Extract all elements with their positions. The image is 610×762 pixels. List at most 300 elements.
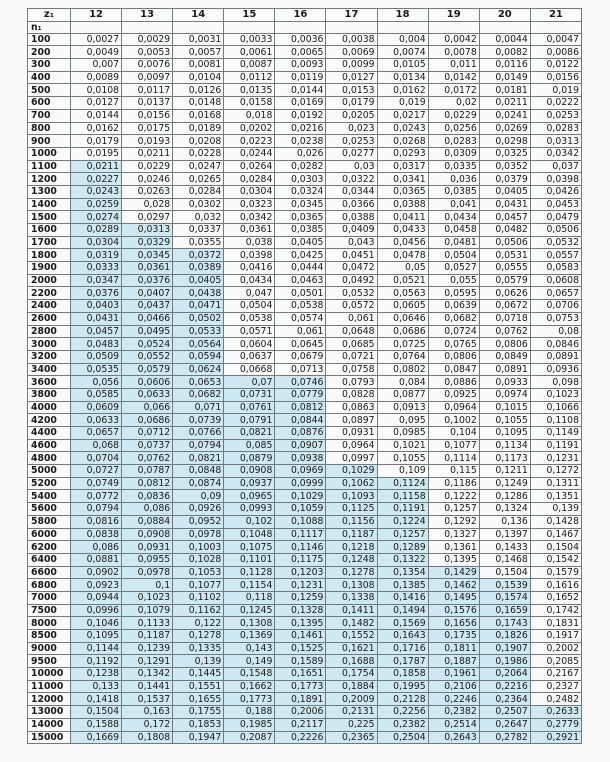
table-cell: 0,1338 bbox=[326, 591, 377, 604]
table-cell: 0,047 bbox=[224, 287, 275, 300]
table-cell: 0,0458 bbox=[428, 224, 479, 237]
table-cell: 0,0324 bbox=[275, 185, 326, 198]
row-label: 10000 bbox=[28, 668, 71, 681]
table-cell: 0,1643 bbox=[377, 630, 428, 643]
table-cell: 0,0504 bbox=[224, 300, 275, 313]
table-cell: 0,0347 bbox=[71, 274, 122, 287]
table-cell: 0,133 bbox=[71, 680, 122, 693]
table-cell: 0,1075 bbox=[224, 541, 275, 554]
table-row bbox=[28, 591, 582, 604]
table-cell: 0,0265 bbox=[173, 173, 224, 186]
table-cell: 0,028 bbox=[122, 198, 173, 211]
table-cell: 0,0762 bbox=[479, 325, 530, 338]
table-cell: 0,0758 bbox=[326, 363, 377, 376]
table-cell: 0,1144 bbox=[71, 642, 122, 655]
table-cell: 0,0731 bbox=[224, 388, 275, 401]
row-label: 2800 bbox=[28, 325, 71, 338]
table-cell: 0,0069 bbox=[326, 46, 377, 59]
table-cell: 0,0407 bbox=[122, 287, 173, 300]
table-cell: 0,0385 bbox=[275, 224, 326, 237]
table-cell: 0,0274 bbox=[71, 211, 122, 224]
table-row bbox=[28, 731, 582, 744]
header-spacer-cell bbox=[326, 21, 377, 33]
table-cell: 0,0881 bbox=[71, 553, 122, 566]
table-cell: 0,1191 bbox=[530, 439, 581, 452]
table-row bbox=[28, 274, 582, 287]
row-label: 2200 bbox=[28, 287, 71, 300]
header-row bbox=[28, 9, 582, 22]
table-cell: 0,1742 bbox=[530, 604, 581, 617]
table-cell: 0,1907 bbox=[479, 642, 530, 655]
table-cell: 0,1218 bbox=[326, 541, 377, 554]
table-cell: 0,0405 bbox=[275, 236, 326, 249]
table-cell: 0,0902 bbox=[71, 566, 122, 579]
table-cell: 0,0762 bbox=[122, 452, 173, 465]
table-row bbox=[28, 249, 582, 262]
row-label: 2400 bbox=[28, 300, 71, 313]
table-cell: 0,1077 bbox=[428, 439, 479, 452]
column-header: 18 bbox=[377, 9, 428, 22]
table-row bbox=[28, 388, 582, 401]
table-cell: 0,0355 bbox=[173, 236, 224, 249]
table-cell: 0,0923 bbox=[71, 579, 122, 592]
header-spacer-cell bbox=[479, 21, 530, 33]
row-label: 5200 bbox=[28, 477, 71, 490]
table-cell: 0,1095 bbox=[71, 630, 122, 643]
table-row bbox=[28, 655, 582, 668]
row-label: 300 bbox=[28, 59, 71, 72]
table-cell: 0,1468 bbox=[479, 553, 530, 566]
table-cell: 0,0504 bbox=[428, 249, 479, 262]
table-cell: 0,0156 bbox=[122, 109, 173, 122]
table-cell: 0,0585 bbox=[71, 388, 122, 401]
table-cell: 0,0229 bbox=[122, 160, 173, 173]
table-cell: 0,1128 bbox=[224, 566, 275, 579]
row-label: 6800 bbox=[28, 579, 71, 592]
row-label: 4800 bbox=[28, 452, 71, 465]
table-cell: 0,0361 bbox=[224, 224, 275, 237]
table-cell: 0,0682 bbox=[428, 312, 479, 325]
table-cell: 0,0027 bbox=[71, 33, 122, 46]
table-cell: 0,1021 bbox=[377, 439, 428, 452]
table-cell: 0,0746 bbox=[275, 376, 326, 389]
table-cell: 0,0389 bbox=[173, 262, 224, 275]
table-row bbox=[28, 224, 582, 237]
table-cell: 0,149 bbox=[224, 655, 275, 668]
table-cell: 0,0955 bbox=[122, 553, 173, 566]
table-cell: 0,2256 bbox=[377, 706, 428, 719]
table-cell: 0,0704 bbox=[71, 452, 122, 465]
table-cell: 0,2782 bbox=[479, 731, 530, 744]
table-cell: 0,0211 bbox=[122, 147, 173, 160]
table-cell: 0,0606 bbox=[122, 376, 173, 389]
table-cell: 0,0492 bbox=[326, 274, 377, 287]
table-cell: 0,0479 bbox=[530, 211, 581, 224]
table-cell: 0,0431 bbox=[479, 198, 530, 211]
table-cell: 0,0038 bbox=[326, 33, 377, 46]
table-row bbox=[28, 211, 582, 224]
table-cell: 0,02 bbox=[428, 97, 479, 110]
table-cell: 0,0302 bbox=[173, 198, 224, 211]
table-cell: 0,0766 bbox=[173, 427, 224, 440]
table-cell: 0,2117 bbox=[275, 718, 326, 731]
table-cell: 0,1023 bbox=[530, 388, 581, 401]
header-spacer-cell bbox=[377, 21, 428, 33]
table-cell: 0,1187 bbox=[122, 630, 173, 643]
table-cell: 0,1249 bbox=[479, 477, 530, 490]
table-cell: 0,2514 bbox=[428, 718, 479, 731]
table-cell: 0,1504 bbox=[530, 541, 581, 554]
table-cell: 0,2647 bbox=[479, 718, 530, 731]
table-cell: 0,0243 bbox=[377, 122, 428, 135]
table-cell: 0,0283 bbox=[530, 122, 581, 135]
table-cell: 0,0626 bbox=[479, 287, 530, 300]
table-cell: 0,0179 bbox=[71, 135, 122, 148]
table-cell: 0,1351 bbox=[530, 490, 581, 503]
table-cell: 0,1858 bbox=[377, 668, 428, 681]
table-cell: 0,0385 bbox=[428, 185, 479, 198]
table-cell: 0,032 bbox=[173, 211, 224, 224]
table-cell: 0,1291 bbox=[122, 655, 173, 668]
table-cell: 0,0193 bbox=[122, 135, 173, 148]
row-label: 5800 bbox=[28, 515, 71, 528]
table-cell: 0,0437 bbox=[122, 300, 173, 313]
table-row bbox=[28, 33, 582, 46]
table-cell: 0,1203 bbox=[275, 566, 326, 579]
table-cell: 0,0329 bbox=[122, 236, 173, 249]
table-cell: 0,1342 bbox=[122, 668, 173, 681]
table-cell: 0,0247 bbox=[173, 160, 224, 173]
table-cell: 0,0223 bbox=[224, 135, 275, 148]
table-row bbox=[28, 630, 582, 643]
row-label: 800 bbox=[28, 122, 71, 135]
table-cell: 0,188 bbox=[224, 706, 275, 719]
table-cell: 0,0978 bbox=[122, 566, 173, 579]
table-cell: 0,2064 bbox=[479, 668, 530, 681]
row-label: 11000 bbox=[28, 680, 71, 693]
table-cell: 0,1461 bbox=[275, 630, 326, 643]
table-cell: 0,2131 bbox=[326, 706, 377, 719]
table-cell: 0,0605 bbox=[377, 300, 428, 313]
table-cell: 0,2507 bbox=[479, 706, 530, 719]
table-cell: 0,1238 bbox=[71, 668, 122, 681]
table-cell: 0,0333 bbox=[71, 262, 122, 275]
row-label: 3600 bbox=[28, 376, 71, 389]
table-cell: 0,0153 bbox=[326, 84, 377, 97]
table-cell: 0,2087 bbox=[224, 731, 275, 744]
table-row bbox=[28, 503, 582, 516]
table-cell: 0,0686 bbox=[377, 325, 428, 338]
table-cell: 0,0482 bbox=[479, 224, 530, 237]
table-cell: 0,0126 bbox=[173, 84, 224, 97]
table-cell: 0,0937 bbox=[224, 477, 275, 490]
table-cell: 0,0313 bbox=[530, 135, 581, 148]
table-cell: 0,0495 bbox=[122, 325, 173, 338]
table-cell: 0,2327 bbox=[530, 680, 581, 693]
table-cell: 0,0787 bbox=[122, 465, 173, 478]
table-cell: 0,0322 bbox=[326, 173, 377, 186]
table-cell: 0,0409 bbox=[326, 224, 377, 237]
table-cell: 0,0478 bbox=[377, 249, 428, 262]
table-row bbox=[28, 668, 582, 681]
table-cell: 0,0965 bbox=[224, 490, 275, 503]
table-cell: 0,0403 bbox=[71, 300, 122, 313]
row-label: 9000 bbox=[28, 642, 71, 655]
table-body bbox=[28, 33, 582, 744]
table-cell: 0,0433 bbox=[377, 224, 428, 237]
table-cell: 0,0352 bbox=[479, 160, 530, 173]
table-cell: 0,1441 bbox=[122, 680, 173, 693]
table-cell: 0,0229 bbox=[428, 109, 479, 122]
table-cell: 0,1292 bbox=[428, 515, 479, 528]
table-row bbox=[28, 236, 582, 249]
column-header: 13 bbox=[122, 9, 173, 22]
table-cell: 0,1308 bbox=[224, 617, 275, 630]
table-cell: 0,0633 bbox=[71, 414, 122, 427]
table-cell: 0,1652 bbox=[530, 591, 581, 604]
table-cell: 0,2006 bbox=[275, 706, 326, 719]
table-cell: 0,1655 bbox=[173, 693, 224, 706]
table-cell: 0,0538 bbox=[275, 300, 326, 313]
table-cell: 0,1286 bbox=[479, 490, 530, 503]
table-cell: 0,2167 bbox=[530, 668, 581, 681]
row-label: 4400 bbox=[28, 427, 71, 440]
table-cell: 0,0263 bbox=[122, 185, 173, 198]
table-cell: 0,0765 bbox=[428, 338, 479, 351]
table-cell: 0,0269 bbox=[479, 122, 530, 135]
header-spacer-cell bbox=[71, 21, 122, 33]
table-cell: 0,102 bbox=[224, 515, 275, 528]
table-cell: 0,0044 bbox=[479, 33, 530, 46]
table-cell: 0,071 bbox=[173, 401, 224, 414]
table-cell: 0,0806 bbox=[428, 350, 479, 363]
table-cell: 0,0844 bbox=[275, 414, 326, 427]
table-cell: 0,0162 bbox=[377, 84, 428, 97]
row-label: 600 bbox=[28, 97, 71, 110]
table-cell: 0,1146 bbox=[275, 541, 326, 554]
table-cell: 0,2216 bbox=[479, 680, 530, 693]
table-cell: 0,0097 bbox=[122, 71, 173, 84]
table-cell: 0,0202 bbox=[224, 122, 275, 135]
table-cell: 0,1278 bbox=[326, 566, 377, 579]
table-cell: 0,068 bbox=[71, 439, 122, 452]
table-cell: 0,0241 bbox=[479, 109, 530, 122]
header-spacer-cell bbox=[428, 21, 479, 33]
table-cell: 0,0772 bbox=[71, 490, 122, 503]
row-label: 8000 bbox=[28, 617, 71, 630]
table-cell: 0,1211 bbox=[479, 465, 530, 478]
table-row bbox=[28, 706, 582, 719]
table-cell: 0,0579 bbox=[479, 274, 530, 287]
table-cell: 0,086 bbox=[122, 503, 173, 516]
row-label: 1900 bbox=[28, 262, 71, 275]
table-cell: 0,1826 bbox=[479, 630, 530, 643]
table-cell: 0,0594 bbox=[173, 350, 224, 363]
table-cell: 0,0472 bbox=[326, 262, 377, 275]
table-cell: 0,0112 bbox=[224, 71, 275, 84]
table-cell: 0,1831 bbox=[530, 617, 581, 630]
table-cell: 0,1028 bbox=[173, 553, 224, 566]
table-cell: 0,0847 bbox=[428, 363, 479, 376]
table-cell: 0,1985 bbox=[224, 718, 275, 731]
table-cell: 0,0555 bbox=[479, 262, 530, 275]
table-cell: 0,0144 bbox=[71, 109, 122, 122]
table-cell: 0,0812 bbox=[275, 401, 326, 414]
table-cell: 0,0964 bbox=[326, 439, 377, 452]
table-cell: 0,0682 bbox=[173, 388, 224, 401]
table-cell: 0,0964 bbox=[428, 401, 479, 414]
table-cell: 0,2643 bbox=[428, 731, 479, 744]
table-cell: 0,0668 bbox=[224, 363, 275, 376]
table-cell: 0,019 bbox=[377, 97, 428, 110]
table-cell: 0,1395 bbox=[275, 617, 326, 630]
table-cell: 0,0457 bbox=[71, 325, 122, 338]
table-cell: 0,0205 bbox=[326, 109, 377, 122]
table-cell: 0,0737 bbox=[122, 439, 173, 452]
table-cell: 0,1433 bbox=[479, 541, 530, 554]
table-cell: 0,0216 bbox=[275, 122, 326, 135]
row-label: 13000 bbox=[28, 706, 71, 719]
table-cell: 0,1811 bbox=[428, 642, 479, 655]
row-label: 1100 bbox=[28, 160, 71, 173]
table-cell: 0,0453 bbox=[530, 198, 581, 211]
table-cell: 0,0712 bbox=[122, 427, 173, 440]
table-cell: 0,0119 bbox=[275, 71, 326, 84]
table-cell: 0,1101 bbox=[224, 553, 275, 566]
table-cell: 0,0253 bbox=[530, 109, 581, 122]
table-cell: 0,0506 bbox=[530, 224, 581, 237]
table-cell: 0,1095 bbox=[479, 427, 530, 440]
table-cell: 0,1961 bbox=[428, 668, 479, 681]
table-cell: 0,2246 bbox=[428, 693, 479, 706]
table-cell: 0,0431 bbox=[71, 312, 122, 325]
table-cell: 0,1102 bbox=[173, 591, 224, 604]
table-cell: 0,0282 bbox=[275, 160, 326, 173]
row-label: 3000 bbox=[28, 338, 71, 351]
table-cell: 0,0944 bbox=[71, 591, 122, 604]
table-cell: 0,2009 bbox=[326, 693, 377, 706]
row-label: 700 bbox=[28, 109, 71, 122]
table-cell: 0,0076 bbox=[122, 59, 173, 72]
table-cell: 0,1428 bbox=[530, 515, 581, 528]
row-label: 8500 bbox=[28, 630, 71, 643]
table-cell: 0,0481 bbox=[428, 236, 479, 249]
table-cell: 0,0996 bbox=[71, 604, 122, 617]
table-cell: 0,0564 bbox=[173, 338, 224, 351]
table-cell: 0,0366 bbox=[326, 198, 377, 211]
header-spacer-cell bbox=[275, 21, 326, 33]
table-cell: 0,0739 bbox=[173, 414, 224, 427]
table-cell: 0,0361 bbox=[122, 262, 173, 275]
table-cell: 0,0135 bbox=[224, 84, 275, 97]
table-cell: 0,1574 bbox=[479, 591, 530, 604]
table-cell: 0,019 bbox=[530, 84, 581, 97]
table-cell: 0,1029 bbox=[275, 490, 326, 503]
table-cell: 0,0434 bbox=[224, 274, 275, 287]
table-cell: 0,023 bbox=[326, 122, 377, 135]
table-row bbox=[28, 109, 582, 122]
table-cell: 0,0127 bbox=[71, 97, 122, 110]
table-cell: 0,0849 bbox=[479, 350, 530, 363]
table-cell: 0,0679 bbox=[275, 350, 326, 363]
table-cell: 0,0502 bbox=[173, 312, 224, 325]
table-row bbox=[28, 617, 582, 630]
table-cell: 0,0089 bbox=[71, 71, 122, 84]
row-label: 12000 bbox=[28, 693, 71, 706]
table-cell: 0,086 bbox=[71, 541, 122, 554]
table-cell: 0,0624 bbox=[173, 363, 224, 376]
table-cell: 0,122 bbox=[173, 617, 224, 630]
table-cell: 0,0082 bbox=[479, 46, 530, 59]
table-cell: 0,0158 bbox=[224, 97, 275, 110]
table-cell: 0,0633 bbox=[122, 388, 173, 401]
table-cell: 0,1117 bbox=[275, 528, 326, 541]
table-cell: 0,0438 bbox=[173, 287, 224, 300]
table-cell: 0,08 bbox=[530, 325, 581, 338]
table-cell: 0,1186 bbox=[428, 477, 479, 490]
row-label: 1800 bbox=[28, 249, 71, 262]
table-cell: 0,143 bbox=[224, 642, 275, 655]
table-cell: 0,0535 bbox=[71, 363, 122, 376]
table-cell: 0,2921 bbox=[530, 731, 581, 744]
table-cell: 0,0344 bbox=[326, 185, 377, 198]
table-cell: 0,0608 bbox=[530, 274, 581, 287]
header-spacer-cell bbox=[224, 21, 275, 33]
table-cell: 0,0874 bbox=[173, 477, 224, 490]
table-cell: 0,0483 bbox=[71, 338, 122, 351]
table-cell: 0,1257 bbox=[377, 528, 428, 541]
header-spacer-cell bbox=[122, 21, 173, 33]
table-cell: 0,1773 bbox=[275, 680, 326, 693]
table-cell: 0,0284 bbox=[173, 185, 224, 198]
table-cell: 0,0713 bbox=[275, 363, 326, 376]
table-cell: 0,0029 bbox=[122, 33, 173, 46]
table-cell: 0,225 bbox=[326, 718, 377, 731]
table-cell: 0,1462 bbox=[428, 579, 479, 592]
table-cell: 0,2226 bbox=[275, 731, 326, 744]
table-row bbox=[28, 401, 582, 414]
table-cell: 0,0821 bbox=[224, 427, 275, 440]
table-cell: 0,0637 bbox=[224, 350, 275, 363]
table-cell: 0,0033 bbox=[224, 33, 275, 46]
table-cell: 0,0277 bbox=[326, 147, 377, 160]
table-cell: 0,139 bbox=[173, 655, 224, 668]
table-cell: 0,0162 bbox=[71, 122, 122, 135]
table-row bbox=[28, 287, 582, 300]
row-label: 3800 bbox=[28, 388, 71, 401]
table-cell: 0,1589 bbox=[275, 655, 326, 668]
table-cell: 0,0283 bbox=[428, 135, 479, 148]
table-cell: 0,0931 bbox=[122, 541, 173, 554]
table-cell: 0,0134 bbox=[377, 71, 428, 84]
table-cell: 0,2382 bbox=[377, 718, 428, 731]
table-row bbox=[28, 427, 582, 440]
table-cell: 0,0686 bbox=[122, 414, 173, 427]
row-label: 6400 bbox=[28, 553, 71, 566]
table-row bbox=[28, 147, 582, 160]
table-cell: 0,0806 bbox=[479, 338, 530, 351]
table-row bbox=[28, 97, 582, 110]
row-label: 7000 bbox=[28, 591, 71, 604]
table-cell: 0,0256 bbox=[428, 122, 479, 135]
table-cell: 0,1551 bbox=[173, 680, 224, 693]
table-cell: 0,0284 bbox=[224, 173, 275, 186]
table-cell: 0,115 bbox=[428, 465, 479, 478]
table-cell: 0,0891 bbox=[479, 363, 530, 376]
table-cell: 0,05 bbox=[377, 262, 428, 275]
table-cell: 0,1149 bbox=[530, 427, 581, 440]
table-cell: 0,1482 bbox=[326, 617, 377, 630]
